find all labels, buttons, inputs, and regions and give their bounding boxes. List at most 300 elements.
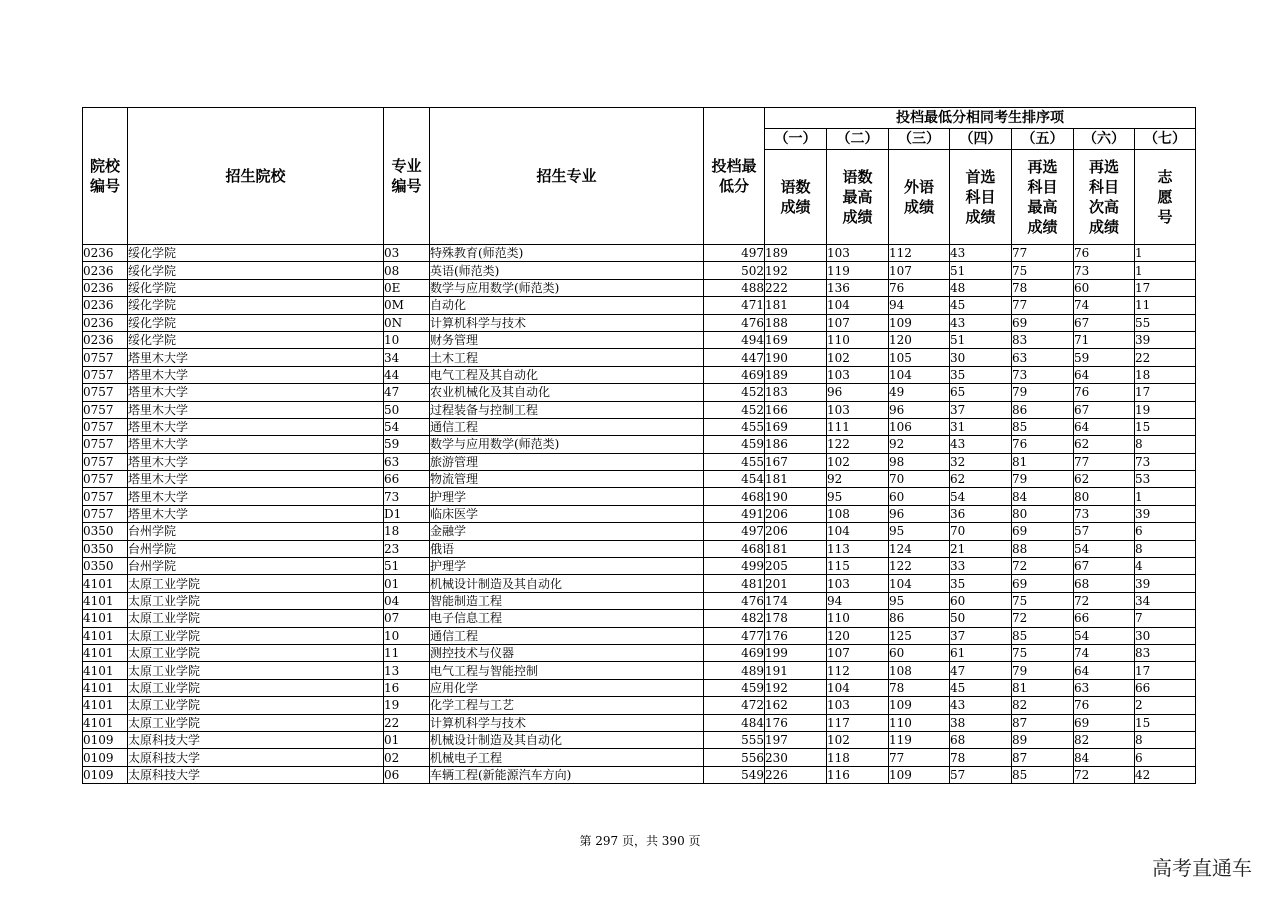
cell-tie-chinese-math: 166 [765,401,827,418]
cell-school-code: 0236 [83,279,128,296]
cell-tie-chinese-math: 183 [765,384,827,401]
table-row [83,575,1196,592]
cell-major-code: 10 [384,331,430,348]
cell-school-code: 4101 [83,697,128,714]
cell-tie-chinese-math: 190 [765,488,827,505]
cell-tie-second-subject-max: 78 [1012,279,1074,296]
cell-major-name: 英语(师范类) [430,262,704,279]
table-row [83,627,1196,644]
cell-school-code: 0757 [83,401,128,418]
cell-tie-foreign-language: 109 [889,697,950,714]
cell-major-name: 临床医学 [430,505,704,522]
cell-tie-preference-no: 55 [1135,314,1196,331]
cell-tie-chinese-math-max: 107 [827,314,889,331]
cell-school-name: 太原工业学院 [128,627,384,644]
cell-tie-first-subject: 35 [950,366,1012,383]
cell-tie-preference-no: 53 [1135,471,1196,488]
cell-min-score: 469 [704,644,765,661]
cell-tie-second-subject-next: 69 [1074,714,1135,731]
table-row [83,766,1196,783]
header-order-2: （二） [827,129,889,150]
cell-tie-chinese-math-max: 116 [827,766,889,783]
table-row [83,558,1196,575]
cell-min-score: 452 [704,384,765,401]
cell-tie-first-subject: 47 [950,662,1012,679]
cell-school-code: 0757 [83,349,128,366]
cell-tie-first-subject: 48 [950,279,1012,296]
cell-tie-chinese-math-max: 102 [827,453,889,470]
cell-school-code: 0757 [83,488,128,505]
cell-tie-chinese-math: 192 [765,679,827,696]
cell-tie-preference-no: 7 [1135,610,1196,627]
cell-school-name: 绥化学院 [128,262,384,279]
cell-tie-preference-no: 17 [1135,279,1196,296]
cell-tie-second-subject-max: 79 [1012,662,1074,679]
cell-tie-chinese-math: 174 [765,592,827,609]
cell-tie-chinese-math-max: 103 [827,575,889,592]
cell-tie-foreign-language: 96 [889,401,950,418]
cell-tie-second-subject-next: 57 [1074,523,1135,540]
cell-major-name: 护理学 [430,558,704,575]
cell-tie-chinese-math-max: 103 [827,245,889,262]
cell-min-score: 502 [704,262,765,279]
cell-tie-second-subject-max: 81 [1012,453,1074,470]
cell-major-name: 财务管理 [430,331,704,348]
cell-tie-second-subject-max: 79 [1012,384,1074,401]
cell-tie-preference-no: 2 [1135,697,1196,714]
cell-tie-second-subject-max: 87 [1012,749,1074,766]
cell-tie-first-subject: 43 [950,436,1012,453]
cell-tie-first-subject: 54 [950,488,1012,505]
cell-tie-first-subject: 38 [950,714,1012,731]
cell-major-name: 电气工程及其自动化 [430,366,704,383]
cell-tie-chinese-math: 226 [765,766,827,783]
cell-major-name: 俄语 [430,540,704,557]
cell-tie-chinese-math-max: 92 [827,471,889,488]
header-order-6: （六） [1074,129,1135,150]
cell-school-code: 4101 [83,679,128,696]
cell-min-score: 556 [704,749,765,766]
cell-tie-chinese-math: 186 [765,436,827,453]
cell-tie-preference-no: 18 [1135,366,1196,383]
cell-tie-chinese-math: 167 [765,453,827,470]
cell-tie-foreign-language: 92 [889,436,950,453]
cell-school-code: 0350 [83,540,128,557]
cell-tie-second-subject-max: 75 [1012,592,1074,609]
cell-tie-chinese-math-max: 95 [827,488,889,505]
cell-tie-first-subject: 30 [950,349,1012,366]
cell-school-code: 0757 [83,471,128,488]
cell-major-code: 23 [384,540,430,557]
cell-school-code: 4101 [83,714,128,731]
cell-tie-second-subject-max: 63 [1012,349,1074,366]
cell-tie-chinese-math-max: 103 [827,697,889,714]
cell-school-code: 4101 [83,627,128,644]
cell-major-code: 51 [384,558,430,575]
cell-tie-first-subject: 51 [950,331,1012,348]
cell-min-score: 468 [704,488,765,505]
table-body [83,245,1196,784]
cell-school-name: 太原科技大学 [128,749,384,766]
table-row [83,401,1196,418]
header-order-1: （一） [765,129,827,150]
cell-major-code: 50 [384,401,430,418]
cell-tie-chinese-math-max: 103 [827,366,889,383]
cell-tie-chinese-math-max: 120 [827,627,889,644]
cell-tie-chinese-math-max: 102 [827,349,889,366]
cell-tie-chinese-math: 206 [765,505,827,522]
cell-school-name: 绥化学院 [128,279,384,296]
cell-major-name: 土木工程 [430,349,704,366]
cell-major-code: 63 [384,453,430,470]
cell-school-code: 0236 [83,331,128,348]
cell-tie-preference-no: 15 [1135,714,1196,731]
cell-tie-second-subject-max: 75 [1012,644,1074,661]
cell-school-code: 0757 [83,436,128,453]
cell-school-name: 太原工业学院 [128,679,384,696]
cell-tie-foreign-language: 86 [889,610,950,627]
cell-tie-second-subject-max: 88 [1012,540,1074,557]
cell-tie-chinese-math: 201 [765,575,827,592]
header-tie-item-6: 再选科目次高成绩 [1074,150,1135,245]
cell-tie-second-subject-max: 80 [1012,505,1074,522]
cell-major-code: 19 [384,697,430,714]
cell-tie-foreign-language: 125 [889,627,950,644]
table-row [83,349,1196,366]
cell-major-name: 旅游管理 [430,453,704,470]
cell-major-name: 智能制造工程 [430,592,704,609]
cell-tie-second-subject-next: 54 [1074,540,1135,557]
cell-tie-first-subject: 60 [950,592,1012,609]
cell-tie-preference-no: 34 [1135,592,1196,609]
cell-major-code: 34 [384,349,430,366]
cell-min-score: 497 [704,523,765,540]
header-order-4: （四） [950,129,1012,150]
cell-tie-chinese-math: 205 [765,558,827,575]
table-row [83,331,1196,348]
cell-major-name: 应用化学 [430,679,704,696]
cell-tie-preference-no: 22 [1135,349,1196,366]
cell-tie-chinese-math-max: 102 [827,731,889,748]
table-row [83,644,1196,661]
cell-school-name: 台州学院 [128,540,384,557]
cell-school-name: 太原工业学院 [128,697,384,714]
cell-major-name: 电子信息工程 [430,610,704,627]
cell-tie-chinese-math-max: 104 [827,679,889,696]
cell-tie-first-subject: 78 [950,749,1012,766]
cell-school-name: 塔里木大学 [128,436,384,453]
cell-major-name: 机械设计制造及其自动化 [430,731,704,748]
cell-tie-chinese-math: 190 [765,349,827,366]
cell-major-code: 22 [384,714,430,731]
cell-tie-preference-no: 83 [1135,644,1196,661]
cell-major-code: 06 [384,766,430,783]
cell-min-score: 471 [704,297,765,314]
cell-major-code: D1 [384,505,430,522]
cell-min-score: 476 [704,592,765,609]
cell-min-score: 455 [704,418,765,435]
cell-tie-chinese-math-max: 108 [827,505,889,522]
cell-tie-first-subject: 70 [950,523,1012,540]
cell-major-code: 0E [384,279,430,296]
cell-tie-preference-no: 39 [1135,331,1196,348]
cell-tie-chinese-math-max: 110 [827,331,889,348]
cell-tie-second-subject-max: 77 [1012,245,1074,262]
cell-tie-preference-no: 6 [1135,749,1196,766]
cell-tie-preference-no: 11 [1135,297,1196,314]
header-major-code: 专业编号 [384,108,430,245]
cell-school-name: 塔里木大学 [128,505,384,522]
cell-school-code: 4101 [83,610,128,627]
table-row [83,488,1196,505]
cell-tie-preference-no: 1 [1135,262,1196,279]
cell-min-score: 459 [704,679,765,696]
cell-tie-first-subject: 36 [950,505,1012,522]
cell-tie-first-subject: 35 [950,575,1012,592]
table-row [83,679,1196,696]
cell-tie-foreign-language: 95 [889,523,950,540]
cell-tie-second-subject-next: 74 [1074,297,1135,314]
cell-tie-second-subject-next: 59 [1074,349,1135,366]
cell-major-name: 数学与应用数学(师范类) [430,436,704,453]
cell-tie-second-subject-next: 84 [1074,749,1135,766]
cell-tie-second-subject-next: 76 [1074,245,1135,262]
cell-min-score: 454 [704,471,765,488]
cell-tie-second-subject-next: 64 [1074,366,1135,383]
cell-min-score: 455 [704,453,765,470]
cell-tie-foreign-language: 109 [889,314,950,331]
cell-major-code: 13 [384,662,430,679]
cell-tie-first-subject: 37 [950,627,1012,644]
cell-tie-first-subject: 33 [950,558,1012,575]
cell-major-name: 特殊教育(师范类) [430,245,704,262]
header-school-name: 招生院校 [128,108,384,245]
cell-major-code: 07 [384,610,430,627]
cell-tie-second-subject-next: 67 [1074,401,1135,418]
table-row [83,245,1196,262]
cell-major-code: 73 [384,488,430,505]
cell-major-name: 机械电子工程 [430,749,704,766]
cell-tie-second-subject-next: 72 [1074,592,1135,609]
cell-tie-foreign-language: 104 [889,575,950,592]
cell-tie-second-subject-next: 76 [1074,697,1135,714]
cell-min-score: 481 [704,575,765,592]
cell-tie-first-subject: 51 [950,262,1012,279]
cell-tie-chinese-math: 176 [765,627,827,644]
cell-major-name: 测控技术与仪器 [430,644,704,661]
cell-tie-foreign-language: 108 [889,662,950,679]
cell-tie-foreign-language: 77 [889,749,950,766]
table-row [83,262,1196,279]
cell-tie-foreign-language: 112 [889,245,950,262]
table-row [83,279,1196,296]
cell-tie-second-subject-max: 87 [1012,714,1074,731]
cell-tie-second-subject-next: 60 [1074,279,1135,296]
cell-tie-second-subject-max: 72 [1012,558,1074,575]
cell-tie-chinese-math-max: 96 [827,384,889,401]
cell-tie-foreign-language: 94 [889,297,950,314]
cell-tie-preference-no: 8 [1135,436,1196,453]
cell-school-name: 太原工业学院 [128,662,384,679]
cell-tie-preference-no: 30 [1135,627,1196,644]
cell-tie-foreign-language: 109 [889,766,950,783]
cell-tie-chinese-math: 188 [765,314,827,331]
header-tie-item-3: 外语成绩 [889,150,950,245]
cell-major-name: 电气工程与智能控制 [430,662,704,679]
cell-min-score: 482 [704,610,765,627]
cell-major-code: 66 [384,471,430,488]
cell-major-code: 04 [384,592,430,609]
cell-school-name: 绥化学院 [128,245,384,262]
cell-school-name: 台州学院 [128,523,384,540]
cell-major-name: 机械设计制造及其自动化 [430,575,704,592]
cell-major-name: 物流管理 [430,471,704,488]
cell-major-code: 16 [384,679,430,696]
cell-tie-chinese-math-max: 112 [827,662,889,679]
cell-tie-first-subject: 45 [950,297,1012,314]
cell-tie-foreign-language: 107 [889,262,950,279]
cell-tie-foreign-language: 122 [889,558,950,575]
cell-school-code: 0757 [83,418,128,435]
cell-major-name: 通信工程 [430,627,704,644]
cell-school-name: 太原工业学院 [128,714,384,731]
cell-tie-chinese-math-max: 103 [827,401,889,418]
cell-tie-second-subject-next: 82 [1074,731,1135,748]
cell-tie-second-subject-next: 62 [1074,436,1135,453]
cell-min-score: 491 [704,505,765,522]
cell-school-name: 绥化学院 [128,331,384,348]
cell-major-name: 计算机科学与技术 [430,314,704,331]
cell-tie-chinese-math: 169 [765,331,827,348]
cell-major-name: 金融学 [430,523,704,540]
cell-tie-second-subject-next: 76 [1074,384,1135,401]
cell-school-name: 塔里木大学 [128,471,384,488]
cell-school-code: 0757 [83,384,128,401]
cell-tie-first-subject: 62 [950,471,1012,488]
header-tie-group: 投档最低分相同考生排序项 [765,108,1196,129]
cell-major-code: 0M [384,297,430,314]
cell-school-code: 4101 [83,662,128,679]
cell-tie-chinese-math: 162 [765,697,827,714]
cell-tie-second-subject-max: 85 [1012,418,1074,435]
cell-tie-foreign-language: 60 [889,644,950,661]
cell-tie-chinese-math: 197 [765,731,827,748]
table-row [83,697,1196,714]
cell-tie-first-subject: 43 [950,697,1012,714]
cell-min-score: 469 [704,366,765,383]
cell-school-name: 塔里木大学 [128,488,384,505]
cell-tie-second-subject-max: 69 [1012,575,1074,592]
cell-tie-chinese-math: 176 [765,714,827,731]
cell-school-code: 4101 [83,592,128,609]
cell-major-code: 18 [384,523,430,540]
table-row [83,297,1196,314]
cell-tie-second-subject-max: 85 [1012,766,1074,783]
cell-tie-foreign-language: 98 [889,453,950,470]
cell-tie-foreign-language: 124 [889,540,950,557]
cell-tie-preference-no: 1 [1135,488,1196,505]
cell-tie-chinese-math: 181 [765,540,827,557]
cell-school-code: 4101 [83,644,128,661]
cell-tie-second-subject-max: 84 [1012,488,1074,505]
table-row [83,749,1196,766]
cell-major-code: 44 [384,366,430,383]
cell-major-code: 10 [384,627,430,644]
cell-major-code: 03 [384,245,430,262]
cell-tie-second-subject-max: 86 [1012,401,1074,418]
cell-min-score: 468 [704,540,765,557]
cell-tie-preference-no: 6 [1135,523,1196,540]
cell-major-code: 47 [384,384,430,401]
cell-tie-second-subject-max: 85 [1012,627,1074,644]
cell-tie-preference-no: 17 [1135,384,1196,401]
cell-tie-second-subject-max: 81 [1012,679,1074,696]
cell-major-code: 01 [384,575,430,592]
cell-tie-chinese-math-max: 111 [827,418,889,435]
cell-tie-second-subject-next: 63 [1074,679,1135,696]
cell-tie-second-subject-next: 71 [1074,331,1135,348]
cell-school-code: 4101 [83,575,128,592]
watermark-text: 高考直通车 [1152,856,1252,880]
cell-tie-first-subject: 68 [950,731,1012,748]
cell-school-code: 0757 [83,453,128,470]
cell-tie-preference-no: 73 [1135,453,1196,470]
cell-major-name: 农业机械化及其自动化 [430,384,704,401]
cell-tie-second-subject-next: 73 [1074,505,1135,522]
table-header [83,108,1196,245]
cell-tie-second-subject-next: 80 [1074,488,1135,505]
cell-tie-chinese-math: 222 [765,279,827,296]
cell-tie-chinese-math: 178 [765,610,827,627]
cell-major-code: 59 [384,436,430,453]
cell-tie-second-subject-next: 54 [1074,627,1135,644]
cell-school-code: 0350 [83,558,128,575]
cell-tie-chinese-math-max: 113 [827,540,889,557]
cell-tie-first-subject: 37 [950,401,1012,418]
cell-tie-chinese-math-max: 115 [827,558,889,575]
cell-tie-preference-no: 39 [1135,575,1196,592]
cell-tie-foreign-language: 105 [889,349,950,366]
cell-major-code: 0N [384,314,430,331]
cell-tie-second-subject-max: 76 [1012,436,1074,453]
cell-major-name: 过程装备与控制工程 [430,401,704,418]
cell-school-code: 0236 [83,297,128,314]
cell-school-name: 太原科技大学 [128,766,384,783]
cell-tie-preference-no: 19 [1135,401,1196,418]
cell-tie-foreign-language: 76 [889,279,950,296]
cell-school-code: 0757 [83,366,128,383]
cell-tie-second-subject-next: 74 [1074,644,1135,661]
table-row [83,592,1196,609]
cell-tie-second-subject-next: 73 [1074,262,1135,279]
table-row [83,471,1196,488]
cell-tie-second-subject-next: 64 [1074,418,1135,435]
cell-tie-second-subject-max: 75 [1012,262,1074,279]
cell-tie-foreign-language: 96 [889,505,950,522]
cell-tie-preference-no: 39 [1135,505,1196,522]
cell-school-name: 塔里木大学 [128,401,384,418]
cell-school-name: 太原科技大学 [128,731,384,748]
cell-tie-preference-no: 17 [1135,662,1196,679]
cell-min-score: 484 [704,714,765,731]
page-number: 第 297 页，共 390 页 [579,834,701,848]
cell-tie-second-subject-max: 72 [1012,610,1074,627]
cell-min-score: 472 [704,697,765,714]
cell-school-name: 太原工业学院 [128,592,384,609]
cell-school-code: 0757 [83,505,128,522]
cell-school-name: 太原工业学院 [128,610,384,627]
table-row [83,453,1196,470]
